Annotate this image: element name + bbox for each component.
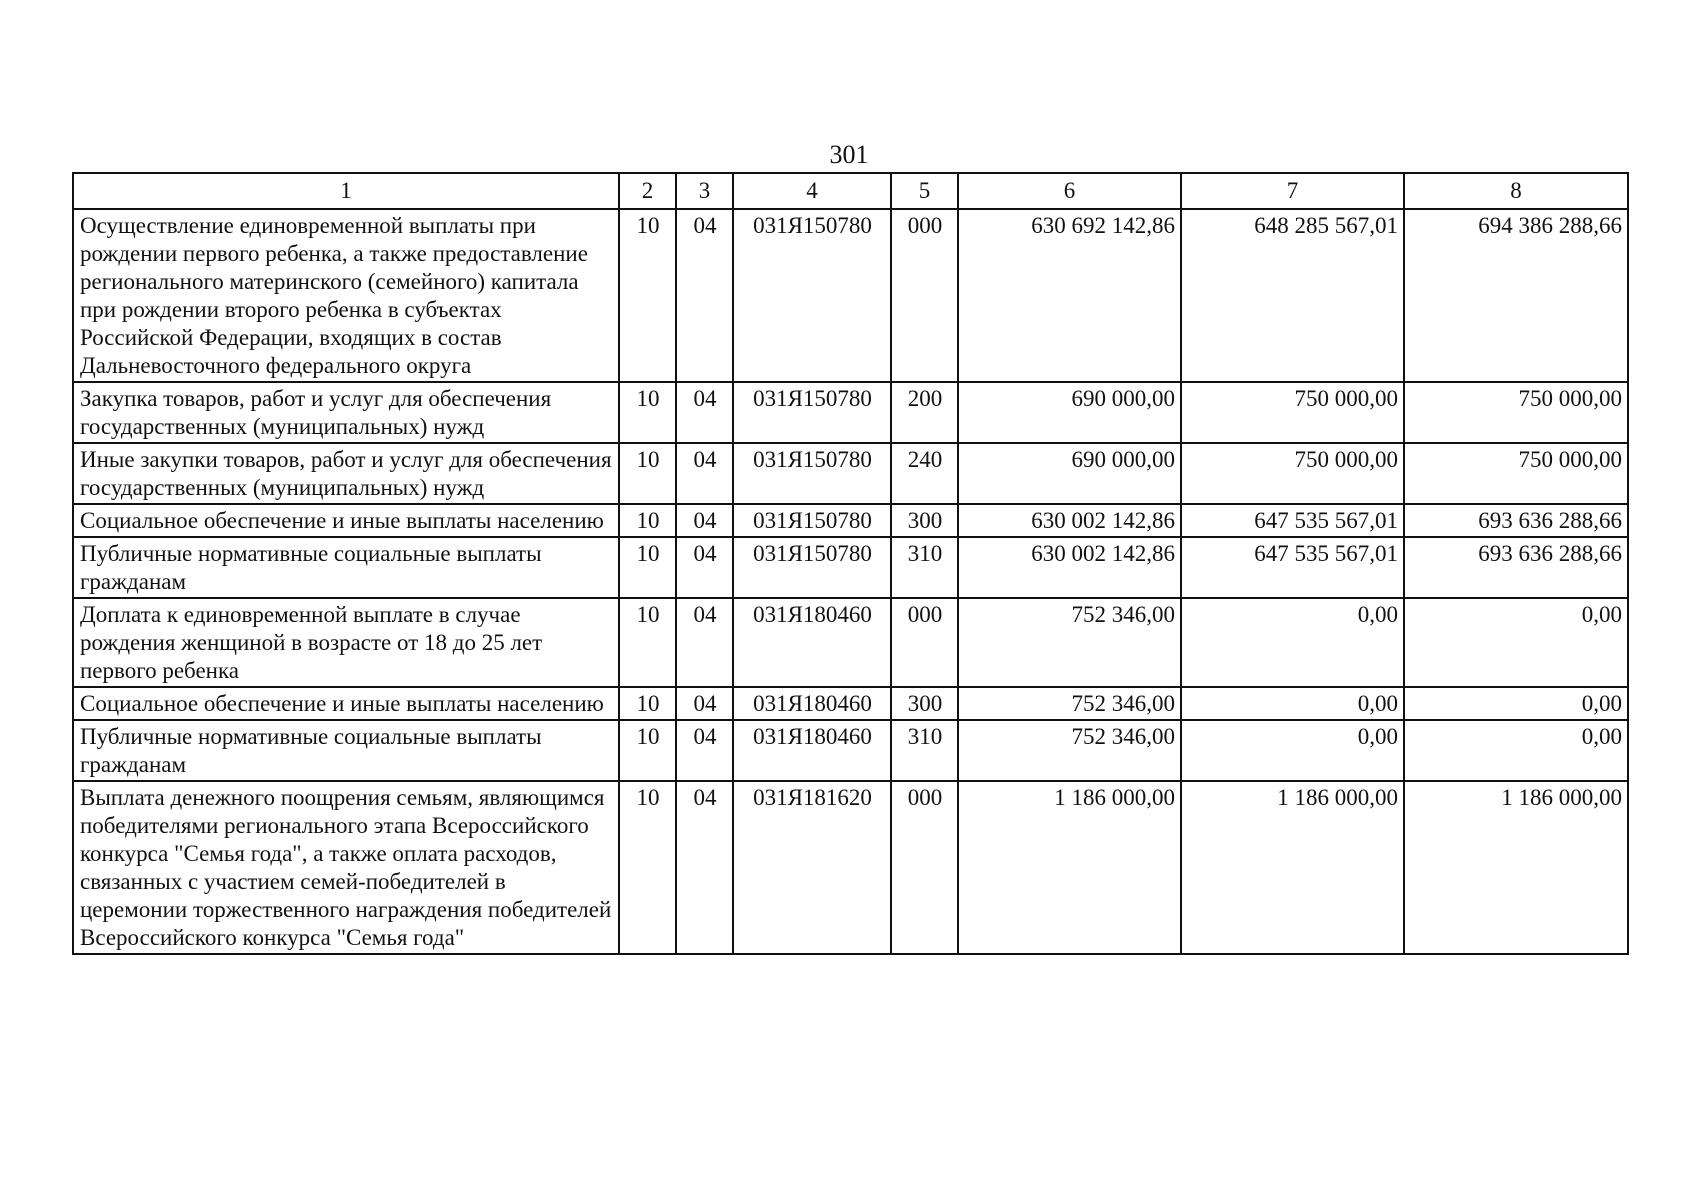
section-code: 10 [619, 504, 676, 537]
target-article-code: 031Я150780 [733, 504, 891, 537]
amount-col-8: 0,00 [1404, 598, 1628, 687]
target-article-code: 031Я150780 [733, 209, 891, 382]
target-article-code: 031Я180460 [733, 720, 891, 781]
expense-type-code: 000 [891, 781, 958, 954]
row-name: Публичные нормативные социальные выплаты гражданам [73, 537, 619, 598]
column-header-7: 7 [1181, 173, 1404, 209]
column-header-6: 6 [958, 173, 1181, 209]
table-row [73, 443, 1628, 504]
target-article-code: 031Я181620 [733, 781, 891, 954]
table-row [73, 598, 1628, 687]
amount-col-7: 750 000,00 [1181, 443, 1404, 504]
row-name: Осуществление единовременной выплаты при рождении первого ребенка, а также предоставление регионального материнского (семейного) капитала при рождении второго ребенка в субъектах Российской Федерации, входящих в состав Дальневосточного федерального округа [73, 209, 619, 382]
section-code: 10 [619, 537, 676, 598]
amount-col-7: 0,00 [1181, 687, 1404, 720]
row-name: Доплата к единовременной выплате в случае рождения женщиной в возрасте от 18 до 25 лет первого ребенка [73, 598, 619, 687]
subsection-code: 04 [676, 598, 733, 687]
table-row [73, 209, 1628, 382]
table-row [73, 687, 1628, 720]
amount-col-6: 630 002 142,86 [958, 537, 1181, 598]
amount-col-6: 630 692 142,86 [958, 209, 1181, 382]
amount-col-7: 0,00 [1181, 720, 1404, 781]
subsection-code: 04 [676, 687, 733, 720]
amount-col-6: 752 346,00 [958, 687, 1181, 720]
subsection-code: 04 [676, 781, 733, 954]
expense-type-code: 200 [891, 382, 958, 443]
row-name: Социальное обеспечение и иные выплаты населению [73, 687, 619, 720]
expense-type-code: 310 [891, 537, 958, 598]
target-article-code: 031Я150780 [733, 537, 891, 598]
subsection-code: 04 [676, 504, 733, 537]
section-code: 10 [619, 687, 676, 720]
column-header-4: 4 [733, 173, 891, 209]
table-row [73, 781, 1628, 954]
amount-col-6: 690 000,00 [958, 382, 1181, 443]
amount-col-7: 647 535 567,01 [1181, 537, 1404, 598]
page-number: 301 [829, 140, 869, 169]
amount-col-8: 693 636 288,66 [1404, 537, 1628, 598]
row-name: Закупка товаров, работ и услуг для обеспечения государственных (муниципальных) нужд [73, 382, 619, 443]
amount-col-8: 0,00 [1404, 720, 1628, 781]
header-row [73, 173, 1628, 209]
table-row [73, 504, 1628, 537]
row-name: Публичные нормативные социальные выплаты гражданам [73, 720, 619, 781]
subsection-code: 04 [676, 382, 733, 443]
section-code: 10 [619, 720, 676, 781]
amount-col-8: 1 186 000,00 [1404, 781, 1628, 954]
column-header-3: 3 [676, 173, 733, 209]
section-code: 10 [619, 209, 676, 382]
expense-type-code: 000 [891, 598, 958, 687]
expense-type-code: 300 [891, 687, 958, 720]
column-header-8: 8 [1404, 173, 1628, 209]
column-header-5: 5 [891, 173, 958, 209]
amount-col-7: 0,00 [1181, 598, 1404, 687]
section-code: 10 [619, 443, 676, 504]
row-name: Иные закупки товаров, работ и услуг для обеспечения государственных (муниципальных) нужд [73, 443, 619, 504]
subsection-code: 04 [676, 443, 733, 504]
expense-type-code: 310 [891, 720, 958, 781]
section-code: 10 [619, 781, 676, 954]
amount-col-7: 1 186 000,00 [1181, 781, 1404, 954]
subsection-code: 04 [676, 209, 733, 382]
target-article-code: 031Я180460 [733, 687, 891, 720]
amount-col-7: 750 000,00 [1181, 382, 1404, 443]
amount-col-6: 630 002 142,86 [958, 504, 1181, 537]
amount-col-6: 752 346,00 [958, 720, 1181, 781]
amount-col-8: 693 636 288,66 [1404, 504, 1628, 537]
amount-col-7: 647 535 567,01 [1181, 504, 1404, 537]
table-row [73, 720, 1628, 781]
column-header-1: 1 [73, 173, 619, 209]
expense-type-code: 240 [891, 443, 958, 504]
amount-col-7: 648 285 567,01 [1181, 209, 1404, 382]
expense-type-code: 300 [891, 504, 958, 537]
amount-col-8: 750 000,00 [1404, 382, 1628, 443]
budget-table [72, 172, 1629, 955]
target-article-code: 031Я150780 [733, 382, 891, 443]
amount-col-8: 0,00 [1404, 687, 1628, 720]
subsection-code: 04 [676, 537, 733, 598]
amount-col-6: 1 186 000,00 [958, 781, 1181, 954]
section-code: 10 [619, 382, 676, 443]
amount-col-8: 750 000,00 [1404, 443, 1628, 504]
table-row [73, 537, 1628, 598]
column-header-2: 2 [619, 173, 676, 209]
expense-type-code: 000 [891, 209, 958, 382]
subsection-code: 04 [676, 720, 733, 781]
row-name: Выплата денежного поощрения семьям, являющимся победителями регионального этапа Всероссийского конкурса "Семья года", а также оплата расходов, связанных с участием семей-победителей в церемонии торжественного награждения победителей Всероссийского конкурса "Семья года" [73, 781, 619, 954]
row-name: Социальное обеспечение и иные выплаты населению [73, 504, 619, 537]
target-article-code: 031Я150780 [733, 443, 891, 504]
amount-col-6: 690 000,00 [958, 443, 1181, 504]
table-row [73, 382, 1628, 443]
amount-col-8: 694 386 288,66 [1404, 209, 1628, 382]
target-article-code: 031Я180460 [733, 598, 891, 687]
section-code: 10 [619, 598, 676, 687]
amount-col-6: 752 346,00 [958, 598, 1181, 687]
